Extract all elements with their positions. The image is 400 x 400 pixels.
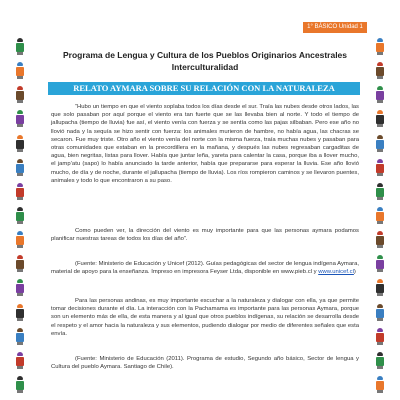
aymara-figure-icon: [375, 159, 385, 176]
aymara-figure-icon: [375, 279, 385, 296]
section-banner: RELATO AYMARA SOBRE SU RELACIÓN CON LA NATURALEZA: [48, 82, 360, 95]
aymara-figure-icon: [15, 110, 25, 127]
grade-unit-badge: 1° BÁSICO Unidad 1: [303, 22, 367, 33]
aymara-figure-icon: [375, 328, 385, 345]
reflection-paragraph: Como pueden ver, la dirección del viento es muy importante para que las personas aymara podamos planificar nuestras tareas de todos los días del año”.: [51, 228, 359, 243]
left-decorative-border: [9, 38, 31, 393]
aymara-figure-icon: [375, 135, 385, 152]
story-paragraph: “Hubo un tiempo en que el viento soplaba todos los días desde el sur. Traía las nubes desde otros lados, las que solo pasaban por aquí porque el viento era tan fuerte que se las llevaba bien al norte. Y todo el tiempo de jallupacha (tiempo de lluvia) fue así, el viento venía con fuerza y se sentía como las pajas silbaban. Pero ese año no llovió nada y la sequía se hizo sentir con fuerza: los animales murieron de hambre, no había agua, las chacras se secaron. Fue muy triste. Otro año el viento venía del norte con la misma fuerza, traía muchas nubes y pasaban para otras comunidades que estaban en la precordillera en la mañana, y después las nubes regresaban cargaditas de agua, bien negritas, listas para llover. Había que juntar leña, yareta para calentar la casa, porque iba a llover mucho, el jamp’atu (sapo) lo había anunciado la tarde anterior, había que prepararse para esperar la lluvia. Ese año llovió mucho, de día y de noche, durante el jallupacha (tiempo de lluvia). Los ríos rompieron caminos y se llevaron puentes, animales y todo lo que encontraron a su paso.: [51, 104, 359, 184]
unicef-link[interactable]: www.unicef.cl: [318, 269, 354, 276]
aymara-figure-icon: [15, 62, 25, 79]
andean-paragraph: Para las personas andinas, es muy importante escuchar a la naturaleza y dialogar con ella, ya que permite tomar decisiones durante el día. La interacción con la Pachamama es importante para las personas Aymara, porque son un elemento más de ella, de esta manera y al igual que otros pueblos indígenas, su relación se desarrolla desde el respeto y el amor hacia la naturaleza y sus elementos, pudiendo dialogar por medio de diferentes señales que esta envía.: [51, 298, 359, 337]
aymara-figure-icon: [375, 38, 385, 55]
aymara-figure-icon: [375, 304, 385, 321]
aymara-figure-icon: [15, 255, 25, 272]
aymara-figure-icon: [375, 183, 385, 200]
aymara-figure-icon: [15, 86, 25, 103]
aymara-figure-icon: [15, 279, 25, 296]
aymara-figure-icon: [15, 376, 25, 393]
source-close-1: ): [353, 269, 356, 276]
aymara-figure-icon: [15, 207, 25, 224]
right-decorative-border: [369, 38, 391, 393]
aymara-figure-icon: [15, 38, 25, 55]
aymara-figure-icon: [15, 159, 25, 176]
aymara-figure-icon: [375, 376, 385, 393]
aymara-figure-icon: [375, 110, 385, 127]
program-title: Programa de Lengua y Cultura de los Pueblos Originarios Ancestrales Interculturalidad: [62, 50, 348, 72]
aymara-figure-icon: [15, 304, 25, 321]
source-note-1: [51, 260, 359, 276]
aymara-figure-icon: [375, 62, 385, 79]
aymara-figure-icon: [15, 183, 25, 200]
aymara-figure-icon: [375, 255, 385, 272]
aymara-figure-icon: [375, 207, 385, 224]
aymara-figure-icon: [375, 231, 385, 248]
aymara-figure-icon: [15, 352, 25, 369]
aymara-figure-icon: [15, 135, 25, 152]
aymara-figure-icon: [375, 352, 385, 369]
source-text-1: (Fuente: Ministerio de Educación y Unicef (2012). Guías pedagógicas del sector de lengua indígena Aymara, material de apoyo para la enseñanza. Impreso en impresora Feyser Ltda, disponible en www.pieb.cl y: [51, 261, 359, 276]
aymara-figure-icon: [15, 328, 25, 345]
aymara-figure-icon: [375, 86, 385, 103]
source-note-2: (Fuente: Ministerio de Educación (2011). Programa de estudio, Segundo año básico, Sector de lengua y Cultura del pueblo Aymara. Santiago de Chile).: [51, 356, 359, 371]
aymara-figure-icon: [15, 231, 25, 248]
